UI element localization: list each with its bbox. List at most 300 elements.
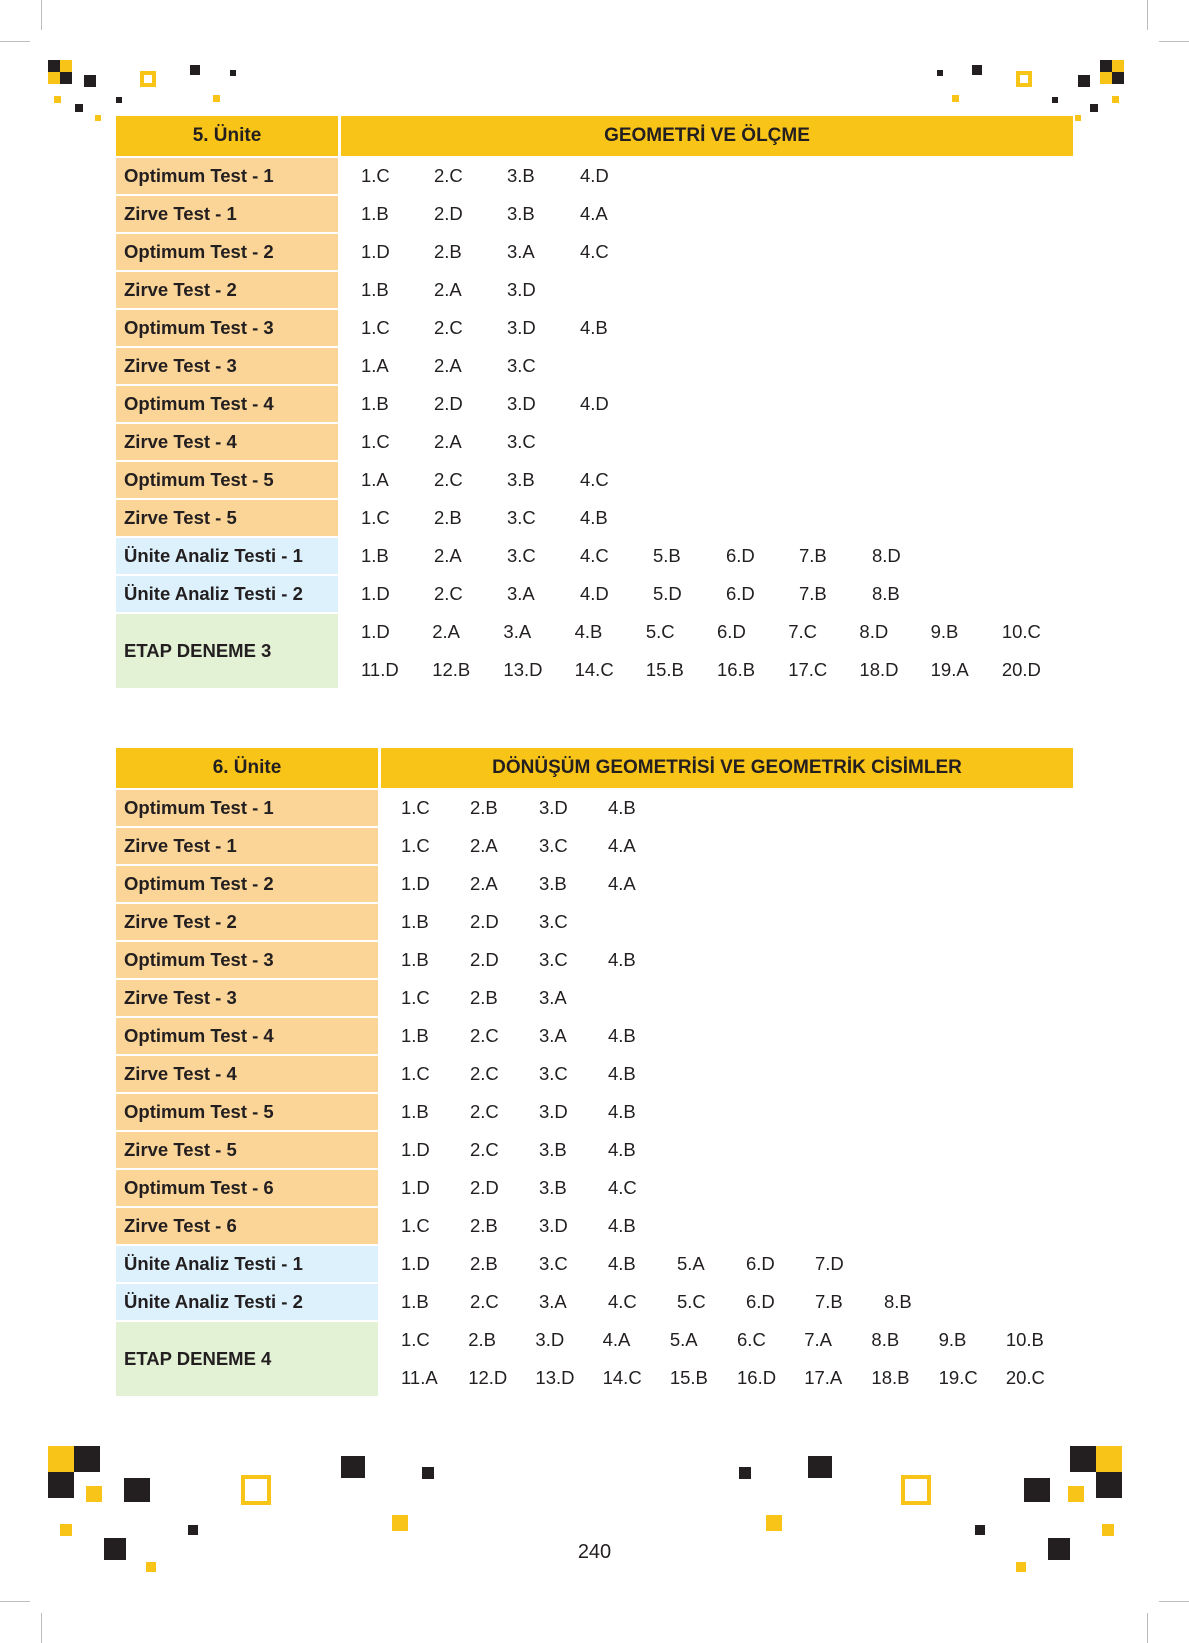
answer-item: 3.C xyxy=(539,1063,568,1084)
answers-cell xyxy=(341,234,1073,272)
decor-square xyxy=(766,1515,782,1531)
answer-item: 5.B xyxy=(653,545,681,566)
decor-square xyxy=(1090,104,1098,112)
decor-square xyxy=(84,75,96,87)
answers-cell xyxy=(381,1208,1073,1246)
table-row xyxy=(116,1208,1073,1246)
answer-item: 2.B xyxy=(470,1215,498,1236)
answer-item: 4.B xyxy=(608,1101,636,1122)
decor-square xyxy=(422,1467,434,1479)
answer-item: 2.A xyxy=(470,873,498,894)
answer-item: 6.D xyxy=(726,583,755,604)
table-row xyxy=(116,614,1073,652)
test-name: Optimum Test - 3 xyxy=(116,310,341,348)
answer-item: 1.C xyxy=(361,317,390,338)
answer-item: 3.D xyxy=(539,797,568,818)
decor-square xyxy=(1112,60,1124,72)
answer-item: 2.B xyxy=(470,797,498,818)
answer-item: 18.D xyxy=(859,659,899,680)
answer-item: 3.D xyxy=(507,317,536,338)
table-row xyxy=(116,1132,1073,1170)
answers-cell xyxy=(381,1170,1073,1208)
answer-item: 7.A xyxy=(804,1329,832,1350)
answer-item: 4.A xyxy=(580,203,608,224)
answer-rows xyxy=(116,158,1073,614)
answer-item: 10.C xyxy=(1001,621,1041,642)
answer-item: 3.C xyxy=(539,1253,568,1274)
test-name: Zirve Test - 1 xyxy=(116,196,341,234)
answer-item: 1.D xyxy=(361,241,390,262)
answers-cell xyxy=(381,866,1073,904)
answer-item: 3.C xyxy=(507,507,536,528)
answer-item: 6.D xyxy=(746,1253,775,1274)
table-row xyxy=(116,942,1073,980)
answer-item: 5.C xyxy=(645,621,675,642)
answer-item: 3.A xyxy=(539,987,567,1008)
decor-square xyxy=(140,71,156,87)
answers-cell xyxy=(381,790,1073,828)
answers-cell xyxy=(341,462,1073,500)
answer-item: 8.D xyxy=(872,545,901,566)
answer-item: 3.C xyxy=(539,911,568,932)
decor-square xyxy=(739,1467,751,1479)
answer-item: 2.A xyxy=(434,355,462,376)
answers-cell xyxy=(341,386,1073,424)
answer-item: 3.B xyxy=(507,203,535,224)
answer-item: 20.D xyxy=(1001,659,1041,680)
answer-item: 4.B xyxy=(608,1215,636,1236)
answer-item: 8.B xyxy=(884,1291,912,1312)
table-row xyxy=(116,866,1073,904)
test-name: Optimum Test - 3 xyxy=(116,942,381,980)
decor-square xyxy=(95,115,101,121)
answer-item: 4.B xyxy=(580,317,608,338)
answer-item: 2.C xyxy=(470,1063,499,1084)
test-name: Optimum Test - 1 xyxy=(116,158,341,196)
answer-item: 1.B xyxy=(401,1025,429,1046)
table-header-row xyxy=(116,748,1073,790)
table-row xyxy=(116,1284,1073,1322)
answer-item: 1.B xyxy=(361,279,389,300)
answers-cell xyxy=(341,424,1073,462)
answer-item: 12.D xyxy=(468,1367,508,1388)
answer-item: 1.D xyxy=(401,873,430,894)
etap-section xyxy=(116,1322,1073,1398)
answer-item: 1.C xyxy=(361,165,390,186)
answer-key-table-unit6 xyxy=(116,748,1073,1398)
answer-item: 2.D xyxy=(470,911,499,932)
test-name: Zirve Test - 4 xyxy=(116,424,341,462)
answer-item: 12.B xyxy=(432,659,471,680)
decor-square xyxy=(1112,96,1119,103)
unit-label: 6. Ünite xyxy=(116,748,381,790)
test-name: Optimum Test - 6 xyxy=(116,1170,381,1208)
answer-item: 4.A xyxy=(602,1329,631,1350)
decor-square xyxy=(86,1486,102,1502)
answers-cell xyxy=(381,904,1073,942)
answers-cell xyxy=(341,538,1073,576)
answers-cell xyxy=(381,1246,1073,1284)
test-name: Optimum Test - 1 xyxy=(116,790,381,828)
answer-item: 2.C xyxy=(434,165,463,186)
table-row xyxy=(116,1018,1073,1056)
test-name: Ünite Analiz Testi - 2 xyxy=(116,1284,381,1322)
answer-item: 4.C xyxy=(608,1177,637,1198)
answer-item: 3.B xyxy=(507,165,535,186)
test-name: Optimum Test - 2 xyxy=(116,234,341,272)
answer-item: 4.D xyxy=(580,165,609,186)
answer-item: 4.A xyxy=(608,835,636,856)
answer-item: 3.B xyxy=(507,469,535,490)
answer-item: 5.A xyxy=(677,1253,705,1274)
decor-square xyxy=(341,1456,365,1478)
answer-item: 2.D xyxy=(434,393,463,414)
answer-item: 8.B xyxy=(872,583,900,604)
answers-cell xyxy=(381,1056,1073,1094)
etap-label: ETAP DENEME 4 xyxy=(116,1322,381,1398)
answers-cell xyxy=(341,196,1073,234)
table-row xyxy=(116,348,1073,386)
answer-item: 2.C xyxy=(470,1139,499,1160)
decor-square xyxy=(1100,72,1112,84)
answer-item: 4.B xyxy=(608,1139,636,1160)
answer-item: 7.B xyxy=(799,545,827,566)
answers-cell xyxy=(381,942,1073,980)
decor-square xyxy=(241,1475,271,1505)
answer-item: 2.A xyxy=(470,835,498,856)
decor-square xyxy=(190,65,200,75)
answer-item: 2.D xyxy=(470,949,499,970)
table-row xyxy=(116,500,1073,538)
test-name: Zirve Test - 3 xyxy=(116,980,381,1018)
answer-item: 3.A xyxy=(507,583,535,604)
table-row xyxy=(116,1322,1073,1360)
decor-square xyxy=(972,65,982,75)
decor-square xyxy=(1096,1446,1122,1472)
table-row xyxy=(116,1246,1073,1284)
answer-item: 1.C xyxy=(401,835,430,856)
page-number: 240 xyxy=(577,1541,612,1563)
answer-item: 4.C xyxy=(580,241,609,262)
answer-item: 13.D xyxy=(535,1367,575,1388)
answer-item: 16.B xyxy=(717,659,756,680)
answer-item: 3.D xyxy=(539,1101,568,1122)
answer-item: 18.B xyxy=(871,1367,910,1388)
answer-item: 3.D xyxy=(507,279,536,300)
crop-mark xyxy=(41,1613,42,1643)
answer-item: 1.B xyxy=(401,911,429,932)
test-name: Zirve Test - 2 xyxy=(116,272,341,310)
table-row xyxy=(116,310,1073,348)
table-row xyxy=(116,196,1073,234)
answer-item: 1.D xyxy=(361,621,390,642)
etap-answers-line1 xyxy=(381,1322,1073,1360)
answers-cell xyxy=(381,1132,1073,1170)
answer-item: 15.B xyxy=(645,659,684,680)
answer-item: 1.C xyxy=(401,1329,430,1350)
answer-item: 5.C xyxy=(677,1291,706,1312)
decor-square xyxy=(392,1515,408,1531)
decor-square xyxy=(1100,60,1112,72)
decor-square xyxy=(48,1446,74,1472)
answer-item: 9.B xyxy=(938,1329,967,1350)
decor-square xyxy=(54,96,61,103)
answer-item: 6.D xyxy=(726,545,755,566)
answer-item: 4.B xyxy=(608,1253,636,1274)
answer-item: 1.D xyxy=(401,1139,430,1160)
answer-item: 4.B xyxy=(580,507,608,528)
answer-item: 11.D xyxy=(361,659,399,680)
table-row xyxy=(116,234,1073,272)
test-name: Optimum Test - 2 xyxy=(116,866,381,904)
answer-item: 1.B xyxy=(401,1101,429,1122)
answer-item: 1.D xyxy=(401,1253,430,1274)
decor-square xyxy=(48,1472,74,1498)
answer-item: 5.A xyxy=(669,1329,698,1350)
test-name: Zirve Test - 5 xyxy=(116,1132,381,1170)
answer-item: 6.D xyxy=(746,1291,775,1312)
crop-mark xyxy=(0,41,30,42)
answer-item: 3.C xyxy=(507,431,536,452)
decor-square xyxy=(188,1525,198,1535)
table-row xyxy=(116,828,1073,866)
answers-cell xyxy=(381,980,1073,1018)
table-row xyxy=(116,576,1073,614)
answer-item: 11.A xyxy=(401,1367,438,1388)
answer-item: 1.C xyxy=(401,1063,430,1084)
test-name: Optimum Test - 5 xyxy=(116,1094,381,1132)
answer-item: 1.C xyxy=(401,987,430,1008)
decor-square xyxy=(1068,1486,1084,1502)
answer-item: 3.C xyxy=(507,545,536,566)
answer-item: 4.B xyxy=(608,1063,636,1084)
answer-item: 3.C xyxy=(539,835,568,856)
answer-item: 20.C xyxy=(1005,1367,1045,1388)
answer-item: 8.B xyxy=(871,1329,900,1350)
answer-item: 3.D xyxy=(535,1329,565,1350)
answer-item: 7.C xyxy=(788,621,818,642)
answer-item: 2.B xyxy=(434,241,462,262)
answer-item: 13.D xyxy=(503,659,543,680)
answer-item: 3.B xyxy=(539,1139,567,1160)
decor-square xyxy=(975,1525,985,1535)
answer-rows xyxy=(116,790,1073,1322)
answer-item: 1.B xyxy=(361,393,389,414)
decor-square xyxy=(1024,1478,1050,1502)
unit-title: DÖNÜŞÜM GEOMETRİSİ VE GEOMETRİK CİSİMLER xyxy=(381,748,1073,790)
decor-square xyxy=(48,60,60,72)
table-row xyxy=(116,158,1073,196)
unit-title: GEOMETRİ VE ÖLÇME xyxy=(341,116,1073,158)
answer-item: 2.C xyxy=(470,1101,499,1122)
decor-square xyxy=(75,104,83,112)
answer-item: 2.B xyxy=(468,1329,496,1350)
answer-item: 1.C xyxy=(361,507,390,528)
answer-item: 3.A xyxy=(507,241,535,262)
answer-item: 14.C xyxy=(602,1367,642,1388)
decor-square xyxy=(1112,72,1124,84)
decor-square xyxy=(1052,97,1058,103)
answer-item: 16.D xyxy=(737,1367,777,1388)
answer-item: 14.C xyxy=(574,659,614,680)
answer-item: 19.A xyxy=(930,659,969,680)
answer-item: 1.B xyxy=(401,1291,429,1312)
table-row xyxy=(116,790,1073,828)
answer-item: 17.A xyxy=(804,1367,843,1388)
answer-item: 9.B xyxy=(930,621,959,642)
answers-cell xyxy=(381,1018,1073,1056)
answer-item: 3.D xyxy=(539,1215,568,1236)
decor-square xyxy=(1078,75,1090,87)
answer-item: 1.C xyxy=(401,797,430,818)
answer-item: 2.B xyxy=(470,1253,498,1274)
decor-square xyxy=(952,95,959,102)
answer-item: 4.C xyxy=(580,469,609,490)
decor-square xyxy=(901,1475,931,1505)
answer-item: 2.D xyxy=(470,1177,499,1198)
answer-item: 5.D xyxy=(653,583,682,604)
test-name: Zirve Test - 5 xyxy=(116,500,341,538)
answer-item: 8.D xyxy=(859,621,889,642)
decor-square xyxy=(808,1456,832,1478)
table-row xyxy=(116,1094,1073,1132)
answers-cell xyxy=(381,1284,1073,1322)
decor-square xyxy=(213,95,220,102)
test-name: Optimum Test - 4 xyxy=(116,386,341,424)
answer-item: 2.C xyxy=(470,1025,499,1046)
answer-item: 3.A xyxy=(539,1025,567,1046)
table-row xyxy=(116,904,1073,942)
answer-item: 3.D xyxy=(507,393,536,414)
answer-item: 2.C xyxy=(470,1291,499,1312)
answer-item: 17.C xyxy=(788,659,828,680)
etap-answers-line1 xyxy=(341,614,1073,652)
decor-square xyxy=(1102,1524,1114,1536)
test-name: Ünite Analiz Testi - 1 xyxy=(116,1246,381,1284)
table-row xyxy=(116,424,1073,462)
decor-square xyxy=(74,1446,100,1472)
answer-item: 3.B xyxy=(539,1177,567,1198)
test-name: Ünite Analiz Testi - 1 xyxy=(116,538,341,576)
answer-item: 7.B xyxy=(799,583,827,604)
answer-item: 3.A xyxy=(503,621,532,642)
decor-square xyxy=(1075,115,1081,121)
answer-item: 2.A xyxy=(432,621,460,642)
answer-item: 15.B xyxy=(669,1367,708,1388)
test-name: Zirve Test - 2 xyxy=(116,904,381,942)
answer-item: 2.C xyxy=(434,583,463,604)
answer-item: 4.C xyxy=(608,1291,637,1312)
crop-mark xyxy=(1147,0,1148,30)
answer-item: 3.C xyxy=(539,949,568,970)
answer-item: 2.C xyxy=(434,469,463,490)
decor-square xyxy=(60,1524,72,1536)
answer-item: 1.C xyxy=(361,431,390,452)
test-name: Ünite Analiz Testi - 2 xyxy=(116,576,341,614)
test-name: Zirve Test - 6 xyxy=(116,1208,381,1246)
decor-square xyxy=(937,70,943,76)
answers-cell xyxy=(341,576,1073,614)
test-name: Zirve Test - 4 xyxy=(116,1056,381,1094)
answer-item: 1.C xyxy=(401,1215,430,1236)
decor-square xyxy=(116,97,122,103)
etap-label: ETAP DENEME 3 xyxy=(116,614,341,690)
table-row xyxy=(116,1170,1073,1208)
answer-item: 4.B xyxy=(608,797,636,818)
answer-item: 2.A xyxy=(434,545,462,566)
table-row xyxy=(116,386,1073,424)
unit-label: 5. Ünite xyxy=(116,116,341,158)
decor-square xyxy=(1016,71,1032,87)
etap-answers-line2 xyxy=(341,652,1073,690)
answer-item: 2.A xyxy=(434,431,462,452)
answer-item: 2.B xyxy=(470,987,498,1008)
answer-item: 1.D xyxy=(361,583,390,604)
answer-item: 1.A xyxy=(361,469,389,490)
answer-item: 1.B xyxy=(361,203,389,224)
crop-mark xyxy=(41,0,42,30)
answer-item: 2.B xyxy=(434,507,462,528)
answer-item: 1.B xyxy=(361,545,389,566)
test-name: Optimum Test - 4 xyxy=(116,1018,381,1056)
answer-item: 4.B xyxy=(608,949,636,970)
answer-item: 19.C xyxy=(938,1367,978,1388)
answer-item: 7.B xyxy=(815,1291,843,1312)
table-row xyxy=(116,980,1073,1018)
answers-cell xyxy=(341,500,1073,538)
answer-item: 6.C xyxy=(737,1329,766,1350)
answers-cell xyxy=(341,272,1073,310)
answer-item: 1.D xyxy=(401,1177,430,1198)
answers-cell xyxy=(341,310,1073,348)
decor-square xyxy=(1096,1472,1122,1498)
answers-cell xyxy=(341,348,1073,386)
decor-square xyxy=(48,72,60,84)
test-name: Zirve Test - 3 xyxy=(116,348,341,386)
crop-mark xyxy=(1147,1613,1148,1643)
answer-item: 2.A xyxy=(434,279,462,300)
answer-item: 4.A xyxy=(608,873,636,894)
crop-mark xyxy=(0,1601,30,1602)
table-header-row xyxy=(116,116,1073,158)
answer-key-table-unit5 xyxy=(116,116,1073,690)
etap-answers-line2 xyxy=(381,1360,1073,1398)
answer-item: 3.B xyxy=(539,873,567,894)
decor-square xyxy=(1070,1446,1096,1472)
answer-item: 3.A xyxy=(539,1291,567,1312)
answer-item: 2.D xyxy=(434,203,463,224)
test-name: Optimum Test - 5 xyxy=(116,462,341,500)
answer-item: 3.C xyxy=(507,355,536,376)
table-row xyxy=(116,1056,1073,1094)
etap-section xyxy=(116,614,1073,690)
test-name: Zirve Test - 1 xyxy=(116,828,381,866)
answer-item: 6.D xyxy=(717,621,746,642)
decor-square xyxy=(230,70,236,76)
answers-cell xyxy=(381,1094,1073,1132)
table-row xyxy=(116,462,1073,500)
answer-item: 4.C xyxy=(580,545,609,566)
answer-item: 4.B xyxy=(608,1025,636,1046)
decor-square xyxy=(124,1478,150,1502)
table-row xyxy=(116,538,1073,576)
crop-mark xyxy=(1159,1601,1189,1602)
table-row xyxy=(116,272,1073,310)
answer-item: 4.B xyxy=(574,621,603,642)
answers-cell xyxy=(341,158,1073,196)
answer-item: 4.D xyxy=(580,583,609,604)
answer-item: 1.B xyxy=(401,949,429,970)
